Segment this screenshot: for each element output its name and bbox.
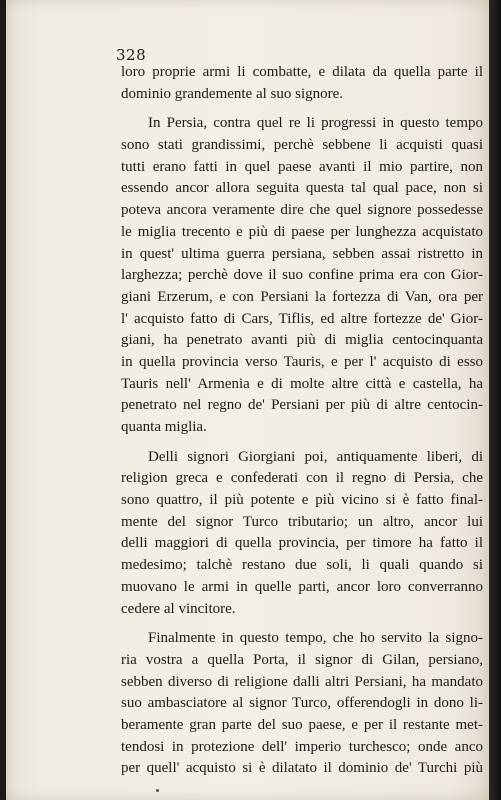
text-line: l' acquisto fatto di Cars, Tiflis, ed altre fortezze de' Gior- (121, 310, 483, 327)
text-line: Finalmente in questo tempo, che ho servito la signo- (148, 630, 483, 647)
text-line: sebben diverso di religione dalli altri Persiani, ha mandato (121, 673, 483, 690)
text-line: essendo ancor allora seguita questa tal qual pace, non si (121, 180, 483, 197)
text-line: poteva ancora veramente dire che quel signore possedesse (121, 202, 483, 219)
text-line: per quell' acquisto si è dilatato il dominio de' Turchi più (121, 760, 483, 777)
paragraph-gap (121, 105, 483, 113)
text-line: cedere al vincitore. (121, 600, 236, 617)
text-line: sono stati grandissimi, perchè sebbene li acquisti quasi (121, 137, 483, 154)
text-line: larghezza; perchè dove il suo confine prima era con Gior- (121, 267, 483, 284)
paragraph-gap (121, 620, 483, 628)
text-line: loro proprie armi li combatte, e dilata da quella parte il (121, 64, 483, 80)
text-line: dominio grandemente al suo signore. (121, 85, 344, 102)
text-line: tendosi in protezione dell' imperio turchesco; onde anco (121, 738, 483, 755)
text-line: religion greca e confederati con il regno di Persia, che (121, 470, 483, 487)
page-number: 328 (116, 46, 147, 64)
text-line: Delli signori Giorgiani poi, antiquamente liberi, di (148, 448, 483, 465)
text-line: mente del signor Turco tributario; un altro, ancor lui (121, 513, 483, 530)
paragraph-2 (121, 113, 483, 438)
text-line: quanta miglia. (121, 419, 207, 435)
paragraph-1 (121, 62, 483, 105)
text-line: beramente gran parte del suo paese, e per il restante met- (121, 716, 483, 733)
text-line: in quest' ultima guerra persiana, sebben assai ristretto in (121, 245, 483, 262)
text-line: Tauris nell' Armenia e di molte altre città e castella, ha (121, 375, 483, 392)
text-line: giani, ha penetrato avanti più di miglia centocinquanta (121, 332, 483, 349)
text-line: muovano le armi in quelle parti, ancor loro converranno (121, 578, 483, 595)
book-page (6, 0, 489, 800)
text-line: sono quattro, il più potente e più vicino si è fatto final- (121, 492, 483, 509)
body-text (121, 62, 483, 780)
paragraph-4 (121, 628, 483, 780)
text-line: in quella provincia verso Tauris, e per l' acquisto di esso (121, 353, 483, 370)
text-line: delli maggiori di quella provincia, per timore ha fatto il (121, 535, 483, 552)
text-line: medesimo; talchè restano due soli, li quali quando si (121, 557, 483, 574)
text-line: In Persia, contra quel re li progressi in questo tempo (148, 115, 483, 132)
paper-speck (156, 789, 159, 792)
text-line: le miglia trecento e più di paese per lunghezza acquistato (121, 223, 483, 240)
text-line: suo ambasciatore al signor Turco, offerendogli in dono li- (121, 695, 483, 712)
text-line: tutti erano fatti in quel paese avanti il mio partire, non (121, 158, 483, 175)
scan-edge-shadow (489, 0, 501, 800)
text-line: penetrato nel regno de' Persiani per più di altre centocin- (121, 397, 483, 414)
paragraph-3 (121, 447, 483, 621)
text-line: ria vostra a quella Porta, il signor di Gilan, persiano, (121, 651, 483, 668)
paragraph-gap (121, 439, 483, 447)
text-line: giani Erzerum, e con Persiani la fortezza di Van, ora per (121, 288, 483, 305)
